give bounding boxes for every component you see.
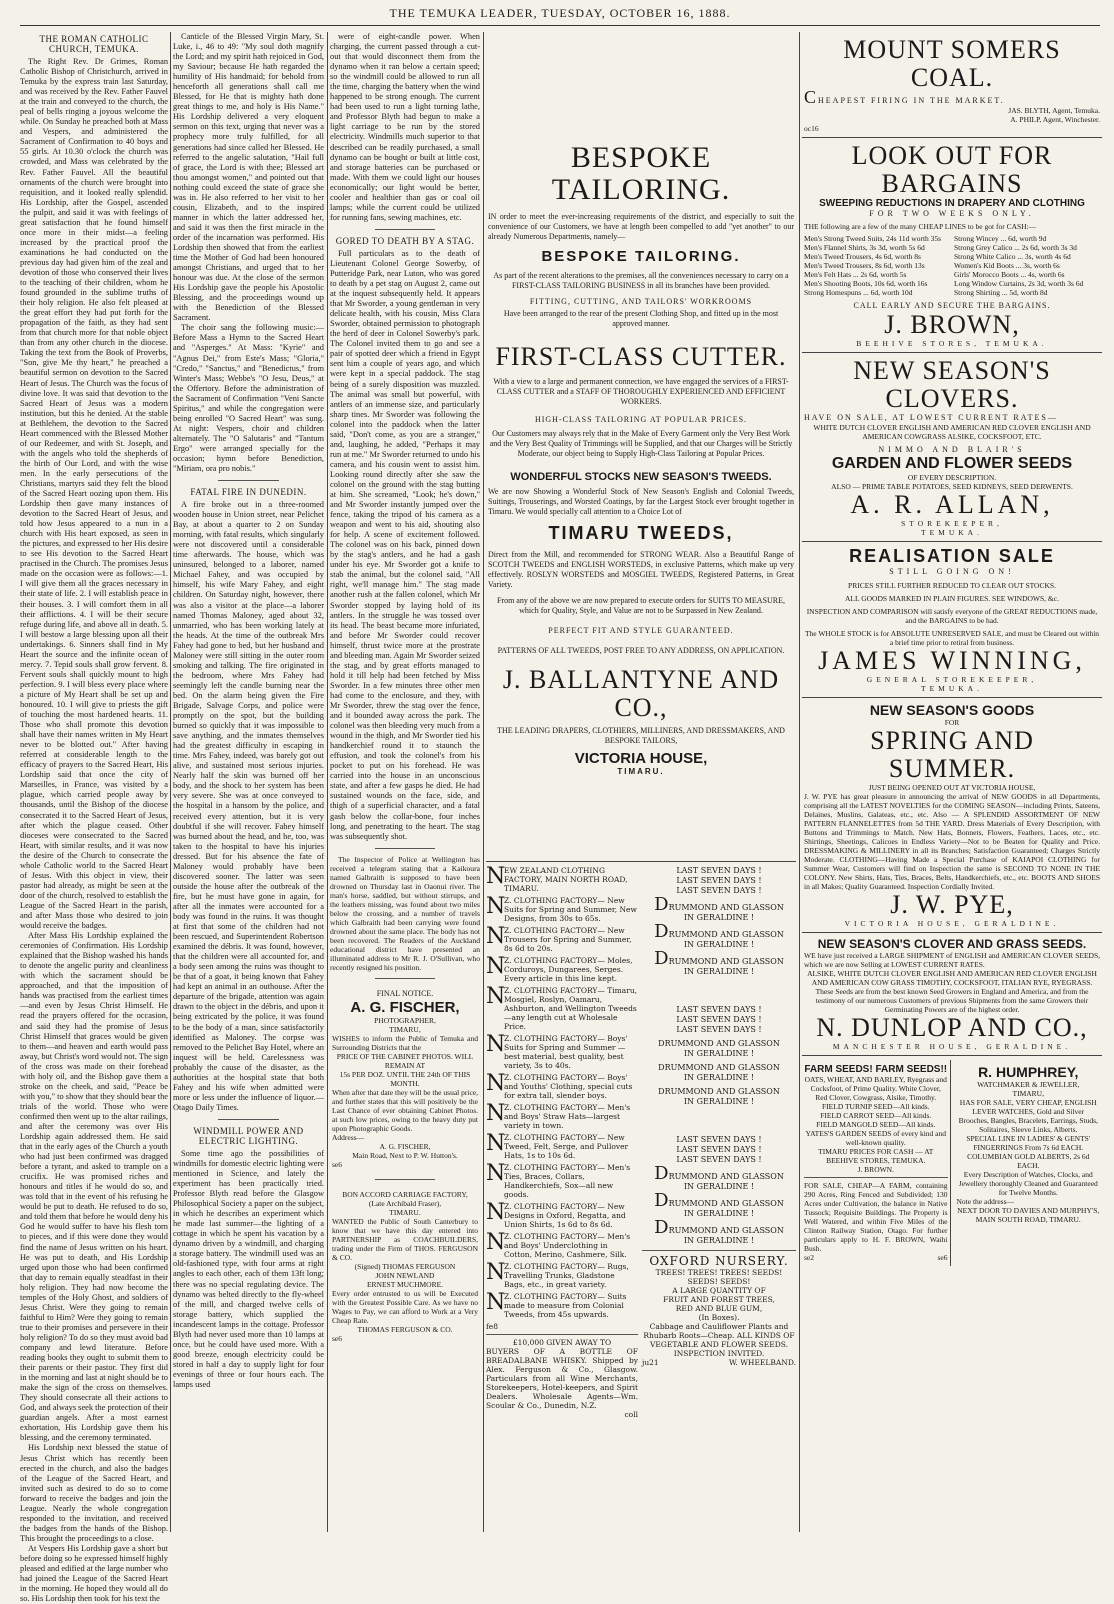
ad-note: Note the address— [956,1197,1014,1206]
ad-company: R. HUMPHREY, [978,1064,1079,1080]
ad-code: ju21 [642,1358,659,1367]
nz-item-text: Z. CLOTHING FACTORY— New Tweed, Felt, Serge, and Pullover Hats, 1s to 10s 6d. [504,1133,629,1160]
ad-town: TEMUKA. [921,528,983,537]
drop-cap: D [654,1190,669,1211]
bargain-item: Women's Kid Boots ... 3s, worth 6s [954,261,1060,270]
ad-body: Every Description of Watches, Clocks, and Jewellery thoroughly Cleaned and Guaranteed for Twelve Months. [958,1170,1098,1197]
dg-town: IN GERALDINE ! [683,940,755,949]
nz-item-text: Z. CLOTHING FACTORY— Men's and Boys' Straw Hats—largest variety in town. [504,1103,631,1130]
ad-body: ALL GOODS MARKED IN PLAIN FIGURES. SEE WINDOWS, &c. [845,594,1059,603]
column-3 [330,32,480,1532]
last-days: LAST SEVEN DAYS ! [676,1005,762,1014]
ad-subheading: HIGH-CLASS TAILORING AT POPULAR PRICES. [534,415,748,424]
bargain-list [804,234,1100,297]
ad-code: coll [624,1410,638,1419]
bargain-list-left [804,234,950,297]
dg-name: DRUMMOND AND GLASSON [658,1087,780,1096]
ad-line: FIELD CARROT SEED—All kinds. [820,1111,932,1120]
ad-body: Our Customers may always rely that in the Make of Every Garment only the Very Best Work and the Very Best Quality of Trimmings will be Supplied, and that our Charges will be Strictly Moderate, our object being to Supply High-Class Tailoring at Popular Prices. [489,429,793,458]
bargain-item: Men's Tweed Trousers, 4s 6d, worth 8s [804,252,921,261]
article-paragraph: The Inspector of Police at Wellington has received a telegram stating that a Kaikoura named Galbraith is supposed to have been drowned on Thursday last in Oaonui river. The man's horse, saddled, but without stirrups, and the leathers missing, was found about two miles below the crossing, and a number of travels which Galbraith had been carrying were found drowned about the same place. The body has not been recovered. The Readers of the Auckland educational district have presented an illuminated address to Mr R. J. O'Sullivan, who recently resigned his position. [330,854,480,972]
column-2 [173,32,324,1532]
drop-cap: N [486,954,506,979]
drop-cap: N [486,1260,506,1285]
nz-item-text: Z. CLOTHING FACTORY— Timaru, Mosgiel, Roslyn, Oamaru, Ashburton, and Wellington Tweeds—any length cut at Wholesale Price. [504,986,638,1031]
ad-subheading: FITTING, CUTTING, AND TAILORS' WORKROOMS [529,297,753,306]
nz-item [486,1262,638,1289]
drop-cap: N [486,1200,506,1225]
ad-name: J. BROWN. [857,1165,894,1174]
ad-subheading: BESPOKE TAILORING. [541,248,741,265]
ad-body: THE LEADING DRAPERS, CLOTHIERS, MILLINERS, AND DRESSMAKERS, AND BESPOKE TAILORS, [497,726,785,745]
oxford-boxes: (In Boxes). [698,1313,740,1322]
last-days: LAST SEVEN DAYS ! [676,876,762,885]
dg-name: DRUMMOND AND GLASSON [658,1063,780,1072]
oxford-trees: TREES! TREES! TREES! SEEDS! SEEDS! SEEDS! [655,1268,783,1286]
dg-name: RUMMOND AND GLASSON [668,930,784,939]
drop-cap: N [486,984,506,1009]
drop-cap: N [486,1101,506,1126]
nz-item [486,926,638,953]
ad-company: A. R. ALLAN, [850,490,1054,519]
nz-item-text: Z. CLOTHING FACTORY— Rugs, Travelling Trunks, Gladstone Bags, etc., in great variety. [504,1262,629,1289]
column-rule [170,32,171,1532]
ad-body: Direct from the Mill, and recommended for STRONG WEAR. Also a Beautiful Range of SCOTCH TWEEDS and ENGLISH WORSTEDS, in exclusive Patterns, which make up very effectively. ROSLYN WORSTEDS and MOSGIEL TWEEDS, Registered Patterns, in Great Variety. [488,550,794,589]
ad-code: se6 [332,1333,342,1343]
last-days: LAST SEVEN DAYS ! [676,1135,762,1144]
bargain-item: Men's Felt Hats ... 2s 6d, worth 5s [804,270,907,279]
ad-sub: FOR [944,718,960,727]
article-paragraph: Canticle of the Blessed Virgin Mary, St. Luke, i., 46 to 49: "My soul doth magnify the Lord; and my spirit hath rejoiced in God, my Saviour; because He hath regarded the humility of His handmaid; for behold from henceforth all generations shall call me Blessed, for He that is mighty hath done great things to me, and holy is His Name." His Lordship delivered a very eloquent sermon on this text, urging that never was a prophecy more truly fulfilled, for all generations had since called her Blessed. He referred to the angelic salutation, "Hail full of grace, the Lord is with thee; Blessed art thou amongst women," and pointed out that nothing could exceed the state of grace she was in. He also referred to her visit to her cousin, Elizabeth, and to the inspired manner in which the latter addressed her, and said it was then the first miracle in the order of the incarnation was performed. His Lordship then showed that from the earliest time the Mother of God had been honoured amongst Christians, and urged that to her honour was due. At the close of the sermon His Lordship gave the people his Apostolic Blessing, and the proceedings wound up with the Benediction of the Blessed Sacrament. [173,32,324,323]
oxford-large: A LARGE QUANTITY OF [672,1286,766,1295]
ad-company: J. W. PYE, [890,890,1014,919]
article-title: FATAL FIRE IN DUNEDIN. [190,487,307,498]
ad-subheading: VICTORIA HOUSE, [574,750,708,767]
dg-name: DRUMMOND AND GLASSON [658,1039,780,1048]
ad-headline: NEW SEASON'S CLOVER AND GRASS SEEDS. [817,937,1087,951]
fischer-advert [330,985,480,1173]
ad-body: HAS FOR SALE, VERY CHEAP, ENGLISH LEVER WATCHES, Gold and Silver Brooches, Bangles, Bracelets, Earrings, Studs, Solitaires, Sleeve Links, Alberts. [958,1098,1098,1134]
ad-signed: (Signed) THOMAS FERGUSON [354,1261,456,1271]
divider [218,1119,278,1120]
dg-block [642,1163,796,1192]
article-paragraph: A fire broke out in a three-roomed wooden house in Union street, near Pelichet Bay, at about a quarter to 2 on Sunday morning, with fatal results, which singularly were not discovered until a considerable time afterwards. The house, which was uninsured, belonged to a laborer, named Michael Fahey, and was occupied by himself, his wife Mary Fahey, and eight children. On Saturday night, however, there was also a visitor at the place—a laborer named Thomas Maloney, aged about 32, unmarried, who has been working lately at the heads. At the time of the outbreak Mrs Fahey had gone to bed, but her husband and Maloney were still sitting in the outer room smoking and talking. The fire originated in the bedroom, where Mrs Fahey had seemingly left the candle burning near the bed. On the alarm being given the Fire Brigade, Salvage Corps, and police were promptly on the spot, but the building burned so quickly that it was impossible to save anything, and the inmates themselves had the greatest difficulty in escaping in time. Mrs Fahey, indeed, was barely got out alive, and sustained most serious injuries. Nearly half the skin was burned off her body, and the shock to her system has been very severe. She was at once conveyed to the hospital in a hansom by the police, and received every attention, but it is very doubtful if she will recover. Fahey himself was burned about the head, and he, too, was taken to the hospital to have his injuries dressed. But for his absence the fate of Maloney would probably have been discovered sooner. The latter was seen outside the house after the outbreak of the fire, but he must have gone in again, for after all the inmates were accounted for a body was found in the ruins. It was thought at first that some of the children had not been rescued, and Superintendent Robertson examined the débris. It was found, however, that the children were all accounted for, and a body seen among the ruins was thought to be that of a goat, it being known that Fahey had kept an animal in an outhouse. After the departure of the brigade, attention was again drawn to the object in the débris, and upon it being extricated by the police, it was found to be the body of a man, since satisfactorily identified as Maloney. The corpse was removed to the Pelichet Bay Hotel, where an inquest will be held. Carelessness was probably the cause of the disaster, as the authorities at the hospital state that both Fahey and his wife when admitted were more or less under the influence of liquor.—Otago Daily Times. [173,500,324,1112]
column-5 [802,32,1102,1532]
ad-sub [804,87,1100,107]
ad-company: J. BALLANTYNE AND CO., [502,665,780,722]
ad-headline: BESPOKE TAILORING. [551,141,731,206]
ad-body: HAVE ON SALE, AT LOWEST CURRENT RATES— [804,413,1058,422]
ad-title: BON ACCORD CARRIAGE FACTORY, [342,1189,468,1199]
ad-code: fe8 [486,1322,498,1331]
nz-clothing-factory [486,866,638,1419]
ad-headline: REALISATION SALE [849,546,1055,566]
dg-name: RUMMOND AND GLASSON [668,1199,784,1208]
ad-body: With a view to a large and permanent connection, we have engaged the services of a FIRST-CLASS CUTTER and a STAFF OF THOROUGHLY EXPERIENCED AND EFFICIENT WORKERS. [493,377,789,406]
ad-subheading: TIMARU TWEEDS, [548,523,734,543]
last-days: LAST SEVEN DAYS ! [676,1155,762,1164]
ad-body: IN order to meet the ever-increasing requirements of the district, and especially to suit the convenience of our Customers, we have at length been compelled to add "yet another" to our already Numerous Departments, namely— [488,212,794,241]
divider [804,1177,948,1178]
divider [375,848,435,849]
last-days: LAST SEVEN DAYS ! [676,866,762,875]
masthead: THE TEMUKA LEADER, TUESDAY, OCTOBER 16, 1888. [20,6,1100,26]
ad-town: TIMARU. [617,767,665,776]
ad-role: PHOTOGRAPHER, [374,1015,436,1025]
ad-subheading: PERFECT FIT AND STYLE GUARANTEED. [548,626,734,635]
ad-signed: ERNEST MUCHMORE. [366,1279,444,1289]
bargain-item: Strong Grey Calico ... 2s 6d, worth 3s 3d [954,243,1077,252]
ad-town: TEMUKA. [921,684,983,693]
dg-block [642,1087,796,1107]
dg-name: RUMMOND AND GLASSON [668,1172,784,1181]
drop-cap: N [486,1071,506,1096]
ad-sub: BEEHIVE STORES, TEMUKA. [856,339,1048,348]
ad-subheading: GARDEN AND FLOWER SEEDS [831,455,1073,472]
article-paragraph: Full particulars as to the death of Lieutenant Colonel George Sowerby, of Putteridge Park, near Luton, who was gored to death by a pet stag on August 2, came out at the inquest subsequently held. It appears that Mr Sworder, a young gentleman in very delicate health, with his cousin, Miss Clara Sworder, obtained permission to photograph the herd of deer in Colonel Sowerby's park. The Colonel invited them to go and see a pair of spotted deer which a friend in Egypt sent him a couple of years ago, and which were kept in a special paddock. The stag being of a surely disposition was muzzled. The animal was small but powerful, with antlers of an immense size, and particularly sharp tines. Mr Sworder was following the colonel into the paddock when the latter said, "Don't come, as you are a stranger," and, laughing, he added, "Perhaps it may run at me." Mr Sworder returned to undo his camera, and his cousin went to assist him. Looking round directly after she saw the colonel on the ground with the stag butting at him. She screamed, "Look; he's down," and Mr Sworder instantly jumped over the fence, taking the tripod of his camera as a weapon and went to his aid, shouting also for help. A scene of excitement followed. The colonel was on his back, pinned down by the stag's antlers, and he had a gash under his eye. Mr Sworder got a knife to stab the animal, but the colonel said, "All right, we'll manage him." The stag made another rush at the fallen colonel, which Mr Sworder stopped by laying hold of its antlers. In the struggle he was tossed over its head. The beast became more infuriated, and before Mr Sworder could recover himself, thrust twice more at the prostrate and bleeding man. Again Mr Sworder seized the stag, and by great efforts managed to hold it till help had been fetched by Miss Sworder. In a few minutes three other men had come to the enclosure, and they, with Mr Sworder, threw the stag over the fence, and it bounded away across the park. The colonel was then bleeding very much from a wound in the thigh, and Mr Sworder tied his handkerchief round it to staunch the effusion, and took the colonel's from his pocket to put on his forehead. He was carried into the house in an unconscious state, and after a few gasps he died. He had sustained wounds on the face, side, and thigh of a superficial character, and a fatal gash below the collar-bone, four inches long, and penetrating to the heart. The stag was subsequently shot. [330,248,480,841]
ad-body: INSPECTION AND COMPARISON will satisfy everyone of the GREAT REDUCTIONS made, and the BARGAINS to be had. [806,607,1098,625]
ad-address-label: Address— [332,1132,365,1142]
ad-code: se6 [937,1253,948,1262]
bargain-item: Men's Tweed Trousers, 8s 6d, worth 13s [804,261,925,270]
divider [218,480,278,481]
ad-body: ALSIKE, WHITE DUTCH CLOVER ENGLISH AND AMERICAN RED CLOVER ENGLISH AND AMERICAN COW GRASS TIMOTHY, COCKSFOOT, ITALIAN RYE, RYEGRASS. [807,969,1097,987]
dg-name: RUMMOND AND GLASSON [668,903,784,912]
ad-body: Have been arranged to the rear of the present Clothing Shop, and fitted up in the most approved manner. [503,309,779,328]
ad-sub: STILL GOING ON! [889,567,1015,576]
ad-body: WANTED the Public of South Canterbury to know that we have this day entered into PARTNERSHIP as COACHBUILDERS, trading under the Firm of THOS. FERGUSON & CO. [332,1216,478,1262]
dg-town: IN GERALDINE ! [683,967,755,976]
nz-item-text: Z. CLOTHING FACTORY— Boys' Suits for Spring and Summer —best material, best quality, best variety, 3s to 40s. [504,1034,628,1070]
last-days: LAST SEVEN DAYS ! [676,1145,762,1154]
ad-subheading: SWEEPING REDUCTIONS IN DRAPERY AND CLOTHING [819,198,1085,209]
ad-name: W. WHEELBAND. [729,1358,796,1367]
dg-block [642,1217,796,1246]
ad-sub: MANCHESTER HOUSE, GERALDINE. [832,1042,1072,1051]
bargains-advert [802,138,1102,353]
dg-block [642,1005,796,1035]
ballantyne-advert [486,32,796,862]
ad-body: WHITE DUTCH CLOVER ENGLISH AND AMERICAN RED CLOVER ENGLISH AND AMERICAN COWGRASS ALSIKE, COCKSFOOT, ETC. [813,423,1091,441]
nz-item [486,1133,638,1160]
oxford-body: Cabbage and Cauliflower Plants and Rhubarb Roots—Cheap. ALL KINDS OF VEGETABLE AND FLOWER SEEDS. [643,1322,795,1349]
ad-sub: OF EVERY DESCRIPTION. [907,473,997,482]
bargain-item: Strong White Calico ... 3s, worth 4s 6d [954,252,1071,261]
nz-item-text: EW ZEALAND CLOTHING FACTORY, MAIN NORTH ROAD, TIMARU. [504,866,628,893]
drop-cap: N [486,1230,506,1255]
pye-advert [802,698,1102,933]
ad-body: THE following are a few of the many CHEAP LINES to be got for CASH:— [804,222,1037,231]
article-paragraph: At Vespers His Lordship gave a short but before doing so he expressed himself highly pleased and edified at the large number who had joined the League of the Sacred Heart in the morning. He hoped they would all do so. His Lordship then took for his text the [20,1543,168,1604]
ad-body: We are now Showing a Wonderful Stock of New Season's English and Colonial Tweeds, Suitings, Trouserings, and Worsted Coatings, by far the Largest Stock ever brought together in Timaru. We would specially call attention to a Choice Lot of [488,487,794,516]
dg-town: IN GERALDINE ! [683,1049,755,1058]
farm-seeds-advert [802,1060,951,1266]
drop-cap: N [486,1290,506,1315]
ad-body: From any of the above we are now prepared to execute orders for SUITS TO MEASURE, which for Quality, Style, and Value are not to be Surpassed in New Zealand. [496,596,786,615]
dg-block [642,1063,796,1083]
ad-headline: FIRST-CLASS CUTTER. [495,342,787,371]
ad-body: WISHES to inform the Public of Temuka and Surrounding Districts that the [332,1033,478,1052]
ad-address-name: A. G. FISCHER, [379,1141,431,1151]
ad-codes [804,1253,948,1262]
ad-line: TIMARU PRICES FOR CASH — AT BEEHIVE STORES, TEMUKA. [818,1147,934,1165]
column-rule [327,32,328,1532]
ad-agent: JAS. BLYTH, Agent, Temuka. [1008,106,1100,115]
ad-town: TIMARU, [389,1024,421,1034]
oxford-footer [642,1358,796,1367]
ad-body: FOR SALE, CHEAP—A FARM, containing 290 Acres, Ring Fenced and Subdivided; 130 Acres under Cultivation, the balance in Native Tussock; Requisite Buildings. The Property is Well Watered, and within Five Miles of the Clinton Railway Station, Otago. For further particulars apply to H. F. BROWN, Waihi Bush. [804,1181,948,1253]
column-1 [20,32,168,1604]
drop-cap: C [804,87,819,107]
ad-address: NEXT DOOR TO DAVIES AND MURPHY'S, MAIN SOUTH ROAD, TIMARU. [957,1206,1100,1224]
ad-headline: SPRING AND SUMMER. [870,726,1034,783]
ad-body: ALSO — PRIME TABLE POTATOES, SEED KIDNEYS, SEED DERWENTS. [831,482,1073,491]
nz-item [486,1292,638,1319]
allan-advert [802,353,1102,542]
last-days: LAST SEVEN DAYS ! [676,1015,762,1024]
mount-somers-advert [802,32,1102,138]
ad-body: These Seeds are from the best known Seed Growers in England and America, and from the testimony of our numerous Customers of previous Shipments from the same Growers their Germinating Powers are of the highest order. [815,987,1089,1014]
humphrey-advert [955,1060,1103,1266]
ad-role: WATCHMAKER & JEWELLER, [977,1080,1080,1089]
ad-headline: FARM SEEDS! FARM SEEDS!! [804,1064,948,1075]
bargain-item: Strong Homespuns ... 6d, worth 10d [804,288,913,297]
bargain-item: Strong Wincey ... 6d, worth 9d [954,234,1047,243]
ad-body: OATS, WHEAT, AND BARLEY, Ryegrass and Cocksfoot, of Prime Quality. White Clover, Red Clover, Cowgrass, Alsike, Timothy. [804,1075,947,1102]
column-4 [486,32,796,1532]
divider [375,229,435,230]
ad-role: STOREKEEPER, [901,519,1003,528]
nz-item-text: Z. CLOTHING FACTORY— Moles, Corduroys, Dungarees, Serges. Every article in this line kept. [504,956,633,983]
dg-town: IN GERALDINE ! [683,1182,755,1191]
ad-line: FIELD TURNIP SEED—All kinds. [821,1102,930,1111]
dg-town: IN GERALDINE ! [683,913,755,922]
ad-terms: 15s PER DOZ. UNTIL THE 24th OF THIS MONTH. [339,1069,471,1088]
ad-headline: MOUNT SOMERS COAL. [843,35,1061,92]
article-title: THE ROMAN CATHOLIC CHURCH, TEMUKA. [39,34,149,54]
ad-company: J. BROWN, [884,310,1020,339]
drop-cap: D [654,921,669,942]
oxford-title: OXFORD NURSERY. [649,1254,789,1268]
ad-body: The WHOLE STOCK is for ABSOLUTE UNRESERVED SALE, and must be Cleared out within a brief time prior to retiral from business. [804,629,1100,647]
ad-body: J. W. PYE has great pleasure in announcing the arrival of NEW GOODS in all Departments, comprising all the LATEST NOVELTIES for the COMING SEASON—including Prints, Sateens, Delaines, Muslins, Galateas, etc., etc. Also — A SPLENDID ASSORTMENT OF NEW PATTERN FLANNELETTES from 5d THE YARD. Dress Materials of Every Description, with Buttons and Trimmings to Match. New Hats, Bonnets, Flowers, Feathers, Laces, etc., etc. Shirtings, Sheetings, Calicoes in Endless Variety—Not to be Beaten for Quality and Price. DRESSMAKING & MILLINERY in all its Branches; Satisfaction Guaranteed; Charges Strictly Moderate. CLOTHING—Having Made a Special Purchase of KAIAPOI CLOTHING for Summer Wear, Customers will find on Inspection the same is SECOND TO NONE IN THE COLONY. New Shirts, Hats, Ties, Braces, Belts, Handkerchiefs, etc., etc. BOOTS AND SHOES in all Makes; Quality Guaranteed. Inspection Cordially Invited. [804,792,1100,891]
drummond-glasson [642,866,796,1419]
dg-block [642,1190,796,1219]
ad-subheading: CALL EARLY AND SECURE THE BARGAINS. [853,301,1051,310]
ad-subheading: WONDERFUL STOCKS NEW SEASON'S TWEEDS. [510,471,772,483]
ad-body: PRICES STILL FURTHER REDUCED TO CLEAR OUT STOCKS. [848,581,1056,590]
column-rule [483,32,484,1532]
dg-town: IN GERALDINE ! [683,1097,755,1106]
drop-cap: N [486,924,506,949]
ad-code: se6 [332,1159,342,1169]
nz-item-text: Z. CLOTHING FACTORY— New Suits for Spring and Summer, New Designs, from 30s to 65s. [504,896,637,923]
ad-role: GENERAL STOREKEEPER, [866,675,1038,684]
oxford-fruit: FRUIT AND FOREST TREES, [663,1295,775,1304]
last-days: LAST SEVEN DAYS ! [676,886,762,895]
classified-block [486,866,796,1419]
divider [375,1179,435,1180]
ad-company: JAMES WINNING, [818,646,1086,675]
drop-cap: D [654,1163,669,1184]
ad-code: se2 [804,1253,814,1262]
divider [642,1250,796,1251]
dg-town: IN GERALDINE ! [683,1236,755,1245]
article-paragraph: were of eight-candle power. When charging, the current passed through a cut-out that would disconnect them from the dynamo when it ran below a certain speed; so the windmill could be allowed to run all the time, charging the battery when the wind happened to be strong enough. The current had been used to run a light turning lathe, and Professor Blyth had begun to make a light carriage to be run by the stored electricity. Windmills much superior to that described can be readily purchased, a small dynamo can be bought or built at little cost, and storage batteries can be purchased or made. With them we could light our houses economically; our light would be better, cooler and healthier than gas or coal oil lamps; while the current could be utilized for running fans, sewing machines, etc. [330,32,480,222]
ad-code: oc16 [804,124,819,133]
ad-body: COLUMBIAN GOLD ALBERTS, 2s 6d EACH. [967,1152,1090,1170]
article-paragraph: The choir sang the following music:—Before Mass a Hymn to the Sacred Heart and "Asperges." At Mass: "Kyrie" and "Agnus Dei," from Este's Mass; "Gloria," "Credo," "Sanctus," and "Benedictus," from Winter's Mass; Webbe's "O Jesu, Deus," at the Offertory. Before the administration of the Sacrament of Confirmation "Veni Sancte Spiritus," and while the congregation were being enrolled "O Sacred Heart" was sung. At night: Vespers, choir and children alternately. The "O Salutaris" and "Tantum Ergo" were arranged specially for the occasion; hymn before Benediction, "Miriam, ora pro nobis." [173,323,324,474]
ad-sub: VICTORIA HOUSE, GERALDINE. [844,919,1060,928]
ad-headline: NEW SEASON'S CLOVERS. [853,356,1051,413]
nz-item-text: Z. CLOTHING FACTORY— Men's Ties, Braces, Collars, Handkerchiefs, Sox—all new goods. [504,1163,631,1199]
bargain-item: Strong Shirting ... 5d, worth 8d [954,288,1048,297]
ad-town: TIMARU. [389,1207,421,1217]
ad-sub-text: HEAPEST FIRING IN THE MARKET. [818,96,1005,105]
dg-block [642,1135,796,1165]
ad-body: SPECIAL LINE IN LADIES' & GENTS' FINGERRINGS From 7s 6d EACH. [966,1134,1091,1152]
nz-item-text: Z. CLOTHING FACTORY— Suits made to measure from Colonial Tweeds, from 45s upwards. [504,1292,627,1319]
ad-line: FIELD MANGOLD SEED—All kinds. [816,1120,936,1129]
bon-accord-advert [330,1186,480,1347]
ad-sub: JUST BEING OPENED OUT AT VICTORIA HOUSE, [868,783,1036,792]
winning-advert [802,542,1102,698]
ad-price: PRICE OF THE CABINET PHOTOS. WILL REMAIN AT [336,1051,474,1070]
drop-cap: N [486,864,506,889]
ad-line: YATES'S GARDEN SEEDS of every kind and well-known quality. [805,1129,946,1147]
ad-subheading: NIMMO AND BLAIR'S [878,445,1026,454]
nz-item-text: Z. CLOTHING FACTORY— New Trousers for Spring and Summer, 8s 6d to 20s. [504,926,632,953]
ad-company: N. DUNLOP AND CO., [816,1013,1088,1042]
article-paragraph: Some time ago the possibilities of windmills for domestic electric lighting were mentioned in Science, and lately the experiment has been practically tried. Professor Blyth read before the Glasgow Philosophical Society a paper on the subject, in which he describes an experiment which he made last summer—the lighting of a cottage in which he spent his vacation by a dynamo driven by a windmill, and charging a storage battery. The windmill used was an old-fashioned type, with four arms at right angles to each other, each of them 13ft long; there was no special regulating device. The dynamo was belted directly to the fly-wheel of the mill, and charged twelve cells of storage battery, which supplied the incandescent lamps in the cottage. Professor Blyth had never used more than 10 lamps at once, but he could have used more. With a good breeze, enough electricity could be stored in half a day to supply light for four evenings of three or four hours each. The lamps used [173,1148,324,1389]
nz-item [486,896,638,923]
bargain-list-right [954,234,1100,297]
dg-town: IN GERALDINE ! [683,1209,755,1218]
ad-headline: NEW SEASON'S GOODS [869,702,1035,718]
ad-town: TIMARU, [1012,1089,1044,1098]
ad-body: When after that date they will be the usual price, and further states that this will positively be the Last Chance of ever obtaining Cabinet Photos. at such low prices, owing to the heavy duty put upon Photographic Goods. [332,1087,478,1133]
dg-block [642,1039,796,1059]
drop-cap: D [654,894,669,915]
drop-cap: N [486,1032,506,1057]
article-paragraph: His Lordship next blessed the statue of Jesus Christ which has recently been erected in the church, and also the badges of the League of the Sacred Heart, and invited such as desired to do so to come forward to receive the badges and join the League. Nearly the whole congregation responded to the invitation, and received the badges from the hands of the Bishop. This brought the proceedings to a close. [20,1443,168,1543]
nz-item [486,1073,638,1100]
nz-item [486,1103,638,1130]
dg-block [642,948,796,977]
ad-sub: (Late Archibald Fraser), [368,1198,442,1208]
bargain-item: Men's Flannel Shirts, 3s 3d, worth 5s 6d [804,243,925,252]
nz-item-text: Z. CLOTHING FACTORY— New Designs in Oxford, Regatta, and Union Shirts, 1s 6d to 8s 6d. [504,1202,626,1229]
nz-item [486,956,638,983]
article-title: WINDMILL POWER AND ELECTRIC LIGHTING. [193,1125,304,1146]
bargain-item: Long Window Curtains, 2s 3d, worth 3s 6d [954,279,1084,288]
dg-name: RUMMOND AND GLASSON [668,1226,784,1235]
ad-agent: A. PHILP, Agent, Winchester. [1010,115,1100,124]
nz-item [486,1034,638,1070]
dg-block [642,894,796,923]
bargain-item: Men's Strong Tweed Suits, 24s 11d worth 35s [804,234,942,243]
dg-block [642,921,796,950]
giveaway-body: BUYERS OF A BOTTLE OF BREADALBANE WHISKY. Shipped by Alex. Ferguson & Co., Glasgow. Particulars from all Wine Merchants, Storekeepers, Hotel-keepers, and Spirit Dealers. Wholesale Agents—Wm. Scoular & Co., Dunedin, N.Z. [486,1347,638,1410]
nz-item-text: Z. CLOTHING FACTORY— Men's and Boys' Underclothing in Cotton, Merino, Cashmere, Silk. [504,1232,631,1259]
article-title: GORED TO DEATH BY A STAG. [335,235,475,246]
nz-item-text: Z. CLOTHING FACTORY— Boys' and Youths' Clothing, special cuts for extra tall, slender boys. [504,1073,633,1100]
drop-cap: D [654,948,669,969]
drop-cap: N [486,1161,506,1186]
article-paragraph: After Mass His Lordship explained the ceremonies of Confirmation. His Lordship explained that the Bishop washed his hands to denote the angelic purity and cleanliness with which the sacrament should be approached, and that the imposition of hands was practised from the earliest times—and even by Jesus Christ Himself. He read the prayers offered for the occasion, and said they had the promise of Jesus Christ Himself that graces would be given to them—and heaven and earth would pass away, but Christ's word would not. The sign of the cross was made on their forehead with holy oil, and the Bishop gave them a stroke on the cheek, and said, "Peace be with you," to show that they should bear the trials of the world. Those who were confirmed then went up to the altar railings, and after the ceremony was over His Lordship again addressed them. He said that in the early ages of the Church a youth who had just been confirmed was dragged before a tyrant, and asked to trample on a crucifix. He was promised riches and honours and titles if he would do so, and was told that in the event of his refusing he would be put to death. He refused to do so, and told them that before he would deny his God he would suffer to have his flesh torn to pieces, and if this were done they would find the name of Jesus written on his heart. He was put to death, and His Lordship urged upon those who had been confirmed that day to remain equally steadfast in their holy religion. They had now become the temples of the Holy Ghost, and soldiers of Jesus Christ. Were they going to remain faithful to Him? Were they going to remain true to their promises and persevere in their holy religion? To do so they must avoid bad company and lewd literature. Before reading books they ought to submit them to their parents or their pastor. They first did in the morning and last at night should be to make the sign of the cross on themselves. They should consecrate all their actions to God, and always seek the protection of their guardian angels. After a most earnest exhortation, His Lordship gave them his blessing, and the ceremony terminated. [20,931,168,1443]
oxford-invited: INSPECTION INVITED. [673,1349,765,1358]
ad-body: As part of the recent alterations to the premises, all the conveniences necessary to carry on a FIRST-CLASS TAILORING BUSINESS in all its branches have been provided. [493,271,789,290]
ad-body: WE have just received a LARGE SHIPMENT of ENGLISH and AMERICAN CLOVER SEEDS, which we are now Selling at LOWEST CURRENT RATES. [804,951,1100,969]
dg-town: IN GERALDINE ! [683,1073,755,1082]
giveaway-title: £10,000 GIVEN AWAY TO [512,1338,612,1347]
bargain-item: Men's Shooting Boots, 10s 6d, worth 16s [804,279,928,288]
ad-body: PATTERNS OF ALL TWEEDS, POST FREE TO ANY ADDRESS, ON APPLICATION. [497,646,785,655]
ad-body: Every order entrusted to us will be Executed with the Greatest Possible Care. As we have no Wages to Pay, we can afford to Work at a Very Cheap Rate. [332,1288,478,1325]
oxford-gums: RED AND BLUE GUM, [675,1304,763,1313]
article-paragraph: The Right Rev. Dr Grimes, Roman Catholic Bishop of Christchurch, arrived in Temuka by the express train last Saturday, and was received by the Rev. Father Fauvel at the train and conveyed to the church, the peal of bells ringing a joyous welcome the while. On Sunday he preached both at Mass and Vespers, and administered the Sacrament of Confirmation to 40 boys and 55 girls. At 10.30 o'clock the church was crowded, and Mass was celebrated by the Rev. Father Fauvel. All the beautiful ornaments of the church were brought into requisition, and it looked really splendid. His Lordship, after the Gospel, ascended the pulpit, and said it was with feelings of great satisfaction that he found himself once more in their midst—a feeling increased by the practical proof the examinations he had conducted on the previous day had given him of the zeal and devotion of those who conserved their lives to the teaching of their children, whom he found grounded in the sublime truths of their holy religion. He also felt pleased at the great effort they had put forth for the propagation of the faith, as they had sent from that church more for that noble object than from any other church in the diocese. Taking the text from the Book of Proverbs, "Son, give Me thy heart," he preached a beautiful sermon on devotion to the Sacred Heart of Jesus. The Church was the focus of divine love. It was said that devotion to the Sacred Heart of Jesus was a modern institution, but this he denied. At the stable at Bethlehem, the devotion to the Sacred Heart commenced with the Blessed Mother of our Redeemer, and with St. Joseph, and with the angels who told the shepherds of the birth of Our Lord, and with the wise men. In the early persecutions of the Christians, martyrs said they felt the blood of the Sacred Heart oozing upon them. His Lordship then gave many instances of devotion to the Sacred Heart of Jesus, and told how Jesus appeared to a nun in a church with His heart exposed, as seen in the pictures, and expressed to her His desire to see His devotion to the Sacred Heart practised in the Church. The promises Jesus made on the occasion were as follows:—1. I will give them all the graces necessary in their state of life. 2. I will establish peace in their houses. 3. I will comfort them in all their afflictions. 4. I will be their secure refuge during life, and above all in death. 5. I will bestow a large blessing upon all their undertakings. 6. Sinners shall find in My Heart the source and the infinite ocean of mercy. 7. Tepid souls shall grow fervent. 8. Fervent souls shall quickly mount to high perfection. 9. I will bless every place where a picture of My Heart shall be set up and honoured. 10. I will give to priests the gift of touching the most hardened hearts. 11. Those who shall promote this devotion shall have their names written in My Heart never to be blotted out." After having referred at considerable length to the efficacy of prayers to the Sacred Heart, His Lordship said that once the city of Marseilles, in France, was visited by a plague, which carried people away by thousands, until the Bishop of the diocese consecrated it to the Sacred Heart of Jesus, after which the plague ceased. Other dioceses were consecrated to the Sacred Heart, with similar results, and it was now the desire of the Church to consecrate the whole Catholic world to the Sacred Heart of Jesus. With this object in view, their pastor had already, as might be seen at the door of the church, resolved to establish the League of the Sacred Heart in the parish, and after Mass those who desired to join would receive the badges. [20,57,168,931]
ad-notice: FINAL NOTICE. [376,988,434,998]
ad-sub: FOR TWO WEEKS ONLY. [869,209,1035,218]
bottom-adverts [802,1056,1102,1266]
ad-footer: THOMAS FERGUSON & CO. [357,1324,453,1334]
ad-name: A. G. FISCHER, [350,998,460,1016]
column-rule [799,32,800,1532]
dg-name: RUMMOND AND GLASSON [668,957,784,966]
nz-item [486,1232,638,1259]
ad-headline: LOOK OUT FOR BARGAINS [851,141,1053,198]
drop-cap: N [486,1131,506,1156]
nz-item [486,866,638,893]
divider [375,978,435,979]
ad-signed: JOHN NEWLAND [375,1270,435,1280]
bargain-item: Girls' Morocco Boots ... 4s, worth 6s [954,270,1065,279]
ad-address: Main Road, Next to P. W. Hutton's. [352,1150,458,1160]
divider [486,1334,638,1335]
last-days: LAST SEVEN DAYS ! [676,1025,762,1034]
drop-cap: N [486,894,506,919]
nz-item [486,986,638,1031]
nz-item [486,1163,638,1199]
dg-block [642,866,796,896]
dunlop-advert [802,933,1102,1056]
nz-item [486,1202,638,1229]
drop-cap: D [654,1217,669,1238]
